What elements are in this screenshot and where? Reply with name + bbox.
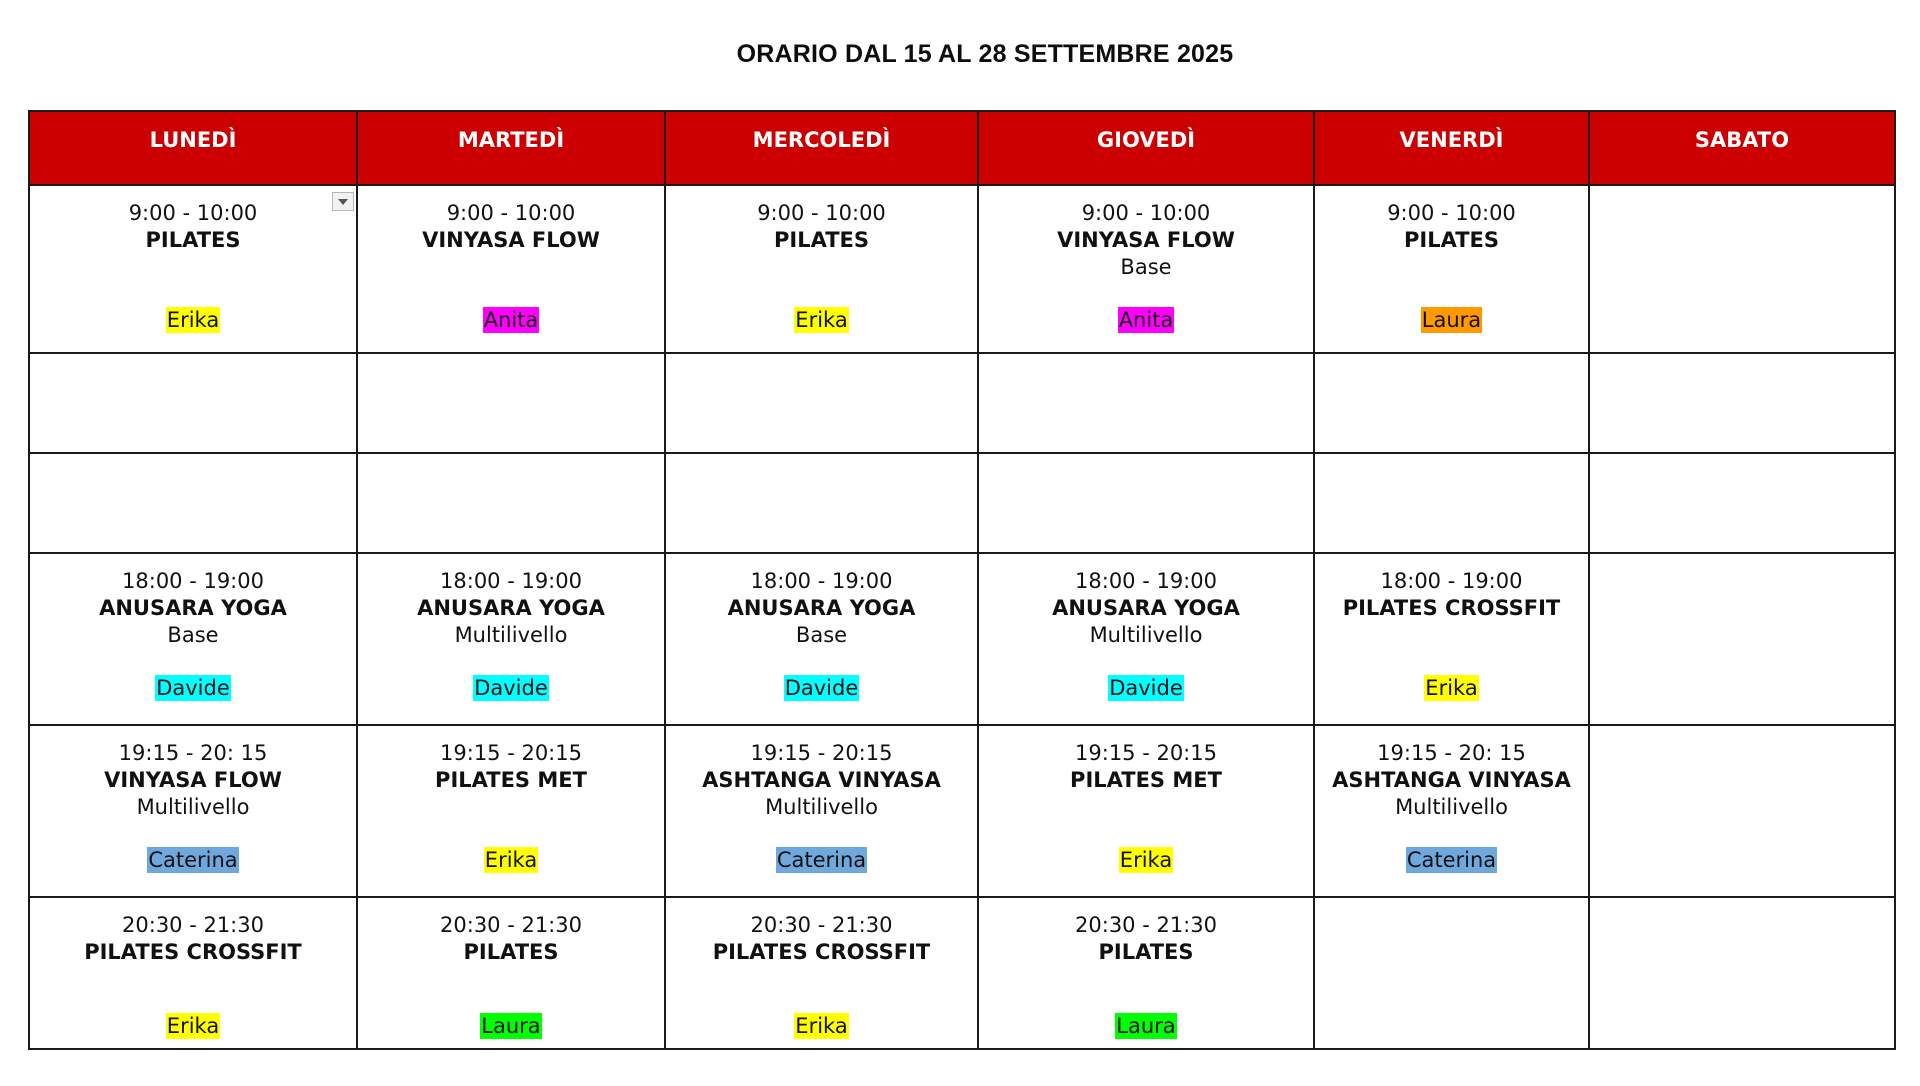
schedule-cell-saturday: [1589, 897, 1895, 1049]
schedule-cell-wednesday: [665, 353, 978, 453]
schedule-cell-saturday: [1589, 353, 1895, 453]
schedule-cell-friday: [1314, 185, 1589, 353]
class-name: ANUSARA YOGA: [727, 596, 916, 620]
class-name: PILATES CROSSFIT: [84, 940, 302, 964]
class-name: VINYASA FLOW: [104, 768, 282, 792]
schedule-cell-monday: [29, 553, 357, 725]
class-time: 20:30 - 21:30: [1075, 913, 1217, 937]
class-time: 9:00 - 10:00: [1387, 201, 1516, 225]
schedule-cell-tuesday: [357, 353, 665, 453]
class-time: 9:00 - 10:00: [446, 201, 576, 225]
schedule-cell-saturday: [1589, 553, 1895, 725]
class-name: ANUSARA YOGA: [99, 596, 287, 620]
class-level: Multilivello: [136, 795, 250, 819]
class-name: ASHTANGA VINYASA: [702, 768, 941, 792]
day-header-thursday: GIOVEDÌ: [978, 111, 1314, 185]
class-level: [358, 966, 664, 993]
teacher-wrap: [358, 675, 664, 702]
teacher-name: Caterina: [1406, 848, 1497, 872]
class-name: PILATES MET: [1070, 768, 1222, 792]
schedule-cell-monday: [29, 353, 357, 453]
schedule-table: [28, 110, 1896, 1050]
teacher-name: Caterina: [776, 848, 867, 872]
class-level: Base: [795, 623, 848, 647]
class-name: PILATES: [773, 228, 869, 252]
teacher-wrap: [1315, 675, 1588, 702]
schedule-cell-tuesday: [357, 553, 665, 725]
schedule-cell-saturday: [1589, 725, 1895, 897]
schedule-cell-wednesday: [665, 453, 978, 553]
teacher-wrap: [358, 1013, 664, 1040]
day-header-wednesday: MERCOLEDÌ: [665, 111, 978, 185]
schedule-cell-thursday: [978, 897, 1314, 1049]
teacher-name: Erika: [484, 848, 538, 872]
class-level: Multilivello: [1089, 623, 1203, 647]
class-level: [979, 966, 1313, 993]
teacher-name: Anita: [1118, 308, 1174, 332]
teacher-wrap: [30, 307, 356, 334]
class-slot: [1315, 186, 1588, 334]
day-header-friday: VENERDÌ: [1314, 111, 1589, 185]
schedule-row-empty-2: [29, 453, 1895, 553]
teacher-name: Davide: [1109, 676, 1183, 700]
class-time: 9:00 - 10:00: [757, 201, 886, 225]
class-time: 20:30 - 21:30: [122, 913, 264, 937]
schedule-row-evening-3: [29, 897, 1895, 1049]
class-slot: [1315, 726, 1588, 874]
teacher-wrap: [666, 1013, 977, 1040]
teacher-name: Davide: [156, 676, 230, 700]
teacher-wrap: [1315, 847, 1588, 874]
class-slot: [30, 898, 356, 1040]
class-time: 18:00 - 19:00: [122, 569, 264, 593]
schedule-cell-thursday: [978, 453, 1314, 553]
teacher-name: Erika: [166, 1014, 220, 1038]
schedule-cell-saturday: [1589, 185, 1895, 353]
teacher-wrap: [666, 675, 977, 702]
schedule-cell-thursday: [978, 725, 1314, 897]
class-slot: [979, 554, 1313, 702]
class-level: Multilivello: [1395, 795, 1508, 819]
schedule-cell-monday: [29, 185, 357, 353]
schedule-cell-tuesday: [357, 725, 665, 897]
teacher-wrap: [30, 847, 356, 874]
class-name: PILATES: [463, 940, 559, 964]
class-slot: [358, 186, 664, 334]
class-time: 20:30 - 21:30: [750, 913, 893, 937]
teacher-name: Laura: [1116, 1014, 1176, 1038]
schedule-row-evening-2: [29, 725, 1895, 897]
teacher-wrap: [30, 1013, 356, 1040]
class-name: PILATES MET: [435, 768, 587, 792]
class-slot: [30, 186, 356, 334]
teacher-wrap: [666, 847, 977, 874]
teacher-wrap: [979, 847, 1313, 874]
day-header-tuesday: MARTEDÌ: [357, 111, 665, 185]
class-name: PILATES CROSSFIT: [1342, 596, 1561, 620]
class-time: 20:30 - 21:30: [440, 913, 582, 937]
schedule-cell-monday: [29, 453, 357, 553]
class-level: [666, 254, 977, 281]
schedule-cell-tuesday: [357, 897, 665, 1049]
teacher-name: Anita: [483, 308, 539, 332]
schedule-cell-wednesday: [665, 185, 978, 353]
class-name: VINYASA FLOW: [422, 228, 600, 252]
class-slot: [358, 554, 664, 702]
class-level: [979, 794, 1313, 821]
page-title: ORARIO DAL 15 AL 28 SETTEMBRE 2025: [736, 40, 1234, 68]
class-level: [30, 966, 356, 993]
schedule-cell-wednesday: [665, 725, 978, 897]
teacher-wrap: [979, 675, 1313, 702]
class-level: [1315, 622, 1588, 649]
teacher-wrap: [30, 675, 356, 702]
dropdown-arrow-icon[interactable]: [332, 192, 354, 211]
schedule-row-empty-1: [29, 353, 1895, 453]
class-level: [30, 254, 356, 281]
teacher-wrap: [666, 307, 977, 334]
schedule-cell-friday: [1314, 453, 1589, 553]
teacher-name: Davide: [474, 676, 548, 700]
class-slot: [666, 898, 977, 1040]
schedule-cell-friday: [1314, 353, 1589, 453]
class-name: PILATES: [1098, 940, 1194, 964]
class-time: 9:00 - 10:00: [128, 201, 258, 225]
class-slot: [30, 726, 356, 874]
teacher-wrap: [979, 1013, 1313, 1040]
schedule-cell-tuesday: [357, 185, 665, 353]
class-time: 18:00 - 19:00: [1380, 569, 1523, 593]
teacher-name: Erika: [1119, 848, 1173, 872]
teacher-name: Laura: [1421, 308, 1482, 332]
schedule-cell-wednesday: [665, 897, 978, 1049]
class-time: 19:15 - 20: 15: [1377, 741, 1526, 765]
class-slot: [666, 726, 977, 874]
schedule-cell-tuesday: [357, 453, 665, 553]
header-row: [29, 111, 1895, 185]
class-level: Multilivello: [454, 623, 568, 647]
class-time: 19:15 - 20:15: [750, 741, 893, 765]
class-slot: [979, 898, 1313, 1040]
teacher-wrap: [1315, 307, 1588, 334]
class-slot: [979, 726, 1313, 874]
schedule-row-evening-1: [29, 553, 1895, 725]
class-time: 18:00 - 19:00: [1075, 569, 1217, 593]
class-name: PILATES CROSSFIT: [712, 940, 931, 964]
class-level: [358, 794, 664, 821]
teacher-name: Caterina: [148, 848, 238, 872]
class-time: 18:00 - 19:00: [440, 569, 582, 593]
teacher-wrap: [358, 307, 664, 334]
schedule-cell-monday: [29, 725, 357, 897]
teacher-name: Erika: [795, 308, 848, 332]
class-name: ANUSARA YOGA: [1052, 596, 1240, 620]
schedule-cell-wednesday: [665, 553, 978, 725]
class-time: 9:00 - 10:00: [1081, 201, 1211, 225]
teacher-wrap: [979, 307, 1313, 334]
class-name: ASHTANGA VINYASA: [1332, 768, 1571, 792]
class-level: [1315, 254, 1588, 281]
class-slot: [666, 186, 977, 334]
schedule-cell-thursday: [978, 553, 1314, 725]
schedule-cell-friday: [1314, 553, 1589, 725]
class-level: Base: [1120, 255, 1172, 279]
class-name: VINYASA FLOW: [1057, 228, 1235, 252]
class-level: Multilivello: [765, 795, 878, 819]
class-slot: [1315, 554, 1588, 702]
teacher-name: Laura: [481, 1014, 541, 1038]
schedule-cell-friday: [1314, 725, 1589, 897]
day-header-saturday: SABATO: [1589, 111, 1895, 185]
class-name: PILATES: [145, 228, 241, 252]
teacher-wrap: [358, 847, 664, 874]
teacher-name: Erika: [1425, 676, 1478, 700]
class-level: Base: [167, 623, 219, 647]
teacher-name: Erika: [795, 1014, 848, 1038]
schedule-cell-thursday: [978, 353, 1314, 453]
schedule-cell-saturday: [1589, 453, 1895, 553]
teacher-name: Erika: [166, 308, 220, 332]
class-slot: [666, 554, 977, 702]
class-time: 19:15 - 20:15: [1075, 741, 1217, 765]
class-time: 19:15 - 20: 15: [118, 741, 268, 765]
class-name: PILATES: [1403, 228, 1499, 252]
schedule-cell-friday: [1314, 897, 1589, 1049]
day-header-monday: LUNEDÌ: [29, 111, 357, 185]
class-level: [666, 966, 977, 993]
class-slot: [979, 186, 1313, 334]
class-time: 18:00 - 19:00: [750, 569, 893, 593]
class-level: [358, 254, 664, 281]
class-name: ANUSARA YOGA: [417, 596, 605, 620]
class-slot: [30, 554, 356, 702]
teacher-name: Davide: [784, 676, 859, 700]
class-time: 19:15 - 20:15: [440, 741, 582, 765]
schedule-row-morning: [29, 185, 1895, 353]
class-slot: [358, 726, 664, 874]
class-slot: [358, 898, 664, 1040]
schedule-cell-monday: [29, 897, 357, 1049]
schedule-cell-thursday: [978, 185, 1314, 353]
